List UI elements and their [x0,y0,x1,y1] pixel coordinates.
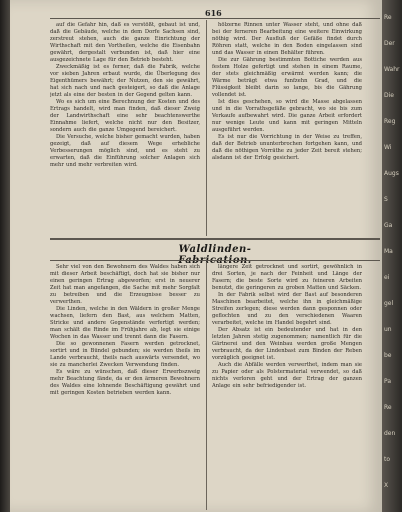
section-title: Waldlinden- [178,244,252,255]
edge-label: X [384,482,389,489]
paragraph: Es wäre zu wünschen, daß dieser Erwerbszweig mehr Beachtung fände, da er den ärmeren Bewohnern des Waldes eine lohnende Beschäftigung gewährt und mit geringen Kosten betrieben werden kann. [50,369,200,396]
column-divider-bottom [206,262,207,510]
edge-label: den [384,430,396,437]
paragraph: auf die Gefahr hin, daß es verstößt, gebaut ist und, daß die Gebäude, welche in dem Dorfe Sachsen sind, zerstreut stehen, auch die ganze Einrichtung der Wirthschaft mit den Vortheilen, welche die Eisenbahn gewährt, dergestalt verbunden ist, daß hier eine ausgezeichnete Lage für den Betrieb besteht. [50,22,200,63]
paragraph: Der Absatz ist ein bedeutender und hat in den letzten Jahren stetig zugenommen; namentlich für die Gärtnerei und den Weinbau werden große Mengen verbraucht, da der Lindenbast zum Binden der Reben vorzüglich geeignet ist. [212,327,362,361]
section-rule-top [50,238,380,240]
edge-label: Pa [384,378,392,385]
edge-label: un [384,326,392,333]
edge-label: Der [384,40,395,47]
edge-label: S [384,196,388,203]
edge-label: Ma [384,248,393,255]
edge-label: Wahr [384,66,400,73]
paragraph: Die Versuche, welche bisher gemacht wurden, haben gezeigt, daß auf diesem Wege erhebliche Verbesserungen möglich sind, und es steht zu erwarten, daß die Einführung solcher Anlagen sich mehr und mehr verbreiten wird. [50,134,200,168]
paragraph: In der Fabrik selbst wird der Bast auf besonderen Maschinen bearbeitet, welche ihn in gleichmäßige Streifen zerlegen; diese werden dann gesponnen oder geflochten und zu den verschiedenen Waaren verarbeitet, welche im Handel begehrt sind. [212,292,362,326]
paragraph: Die so gewonnenen Fasern werden getrocknet, sortirt und in Bündel gebunden; sie werden theils im Lande verbraucht, theils nach auswärts versendet, wo sie zu mancherlei Zwecken Verwendung finden. [50,341,200,368]
section-rule-bottom [50,260,380,261]
edge-label: Re [384,404,392,411]
paragraph: Die zur Gährung bestimmten Bottiche werden aus festem Holze gefertigt und stehen in einem Raume, der stets gleichmäßig erwärmt werden kann; die Wärme beträgt etwa funfzehn Grad, und die Flüssigkeit bleibt darin so lange, bis die Gährung vollendet ist. [212,57,362,98]
paragraph: Wo es sich um eine Berechnung der Kosten und des Ertrags handelt, wird man finden, daß dieser Zweig der Landwirthschaft eine sehr beachtenswerthe Einnahme liefert, welche nicht nur den Besitzer, sondern auch die ganze Umgegend bereichert. [50,99,200,133]
column-top-right [212,22,362,234]
edge-label: be [384,352,392,359]
edge-label: Augs [384,170,399,177]
book-gutter [0,0,10,512]
edge-label: to [384,456,391,463]
column-top-left [50,22,200,234]
paragraph: längere Zeit getrocknet und sortirt, gewöhnlich in drei Sorten, je nach der Feinheit und Länge der Fasern; die beste Sorte wird zu feineren Arbeiten benutzt, die geringeren zu groben Matten und Säcken. [212,264,362,291]
edge-label: Die [384,92,394,99]
edge-label: Wi [384,144,392,151]
paragraph: Sehr viel von den Bewohnern des Waldes haben sich mit dieser Arbeit beschäftigt, doch hat sie bisher nur einen geringen Ertrag abgeworfen; erst in neuerer Zeit hat man angefangen, die Sache mit mehr Sorgfalt zu betreiben und die Erzeugnisse besser zu verwerthen. [50,264,200,305]
page-number: 616 [205,8,222,18]
edge-label: Re [384,14,392,21]
paragraph: Es ist nur die Vorrichtung in der Weise zu treffen, daß der Betrieb ununterbrochen fortgehen kann, und daß die nöthigen Vorräthe zu jeder Zeit bereit stehen; alsdann ist der Erfolg gesichert. [212,134,362,161]
header-rule [50,18,380,19]
column-bottom-left [50,264,200,508]
edge-label: gel [384,300,394,307]
paragraph: Die Linden, welche in den Wäldern in großer Menge wachsen, liefern den Bast, aus welchem Matten, Stricke und andere Gegenstände verfertigt werden; man schält die Rinde im Frühjahre ab, legt sie einige Wochen in das Wasser und trennt dann die Fasern. [50,306,200,340]
paragraph: Zweckmäßig ist es ferner, daß die Fabrik, welche vor sieben Jahren erbaut wurde, die Überlegung des Eigenthümers bewährt; der Nutzen, den sie gewährt, hat sich nach und nach gesteigert, so daß die Anlage jetzt als eine der besten in der Gegend gelten kann. [50,64,200,98]
edge-label: ei [384,274,390,281]
column-bottom-right [212,264,362,508]
document-page [10,0,382,512]
edge-label: Ga [384,222,393,229]
paragraph: Ist dies geschehen, so wird die Masse abgelassen und in die Vorrathsgefäße gebracht, wo sie bis zum Verkaufe aufbewahrt wird. Die ganze Arbeit erfordert nur wenige Leute und kann mit geringen Mitteln ausgeführt werden. [212,99,362,133]
paragraph: Auch die Abfälle werden verwerthet, indem man sie zu Papier oder als Polstermaterial verwendet, so daß nichts verloren geht und der Ertrag der ganzen Anlage ein sehr befriedigender ist. [212,362,362,389]
paragraph: hölzerne Rinnen unter Wasser steht, und ohne daß bei der ferneren Bearbeitung eine weitere Einwirkung nöthig wird. Der Ausfluß der Gefäße findet durch Röhren statt, welche in den Boden eingelassen sind und das Wasser in einen Behälter führen. [212,22,362,56]
column-divider-top [206,20,207,236]
edge-label: Reg [384,118,396,125]
